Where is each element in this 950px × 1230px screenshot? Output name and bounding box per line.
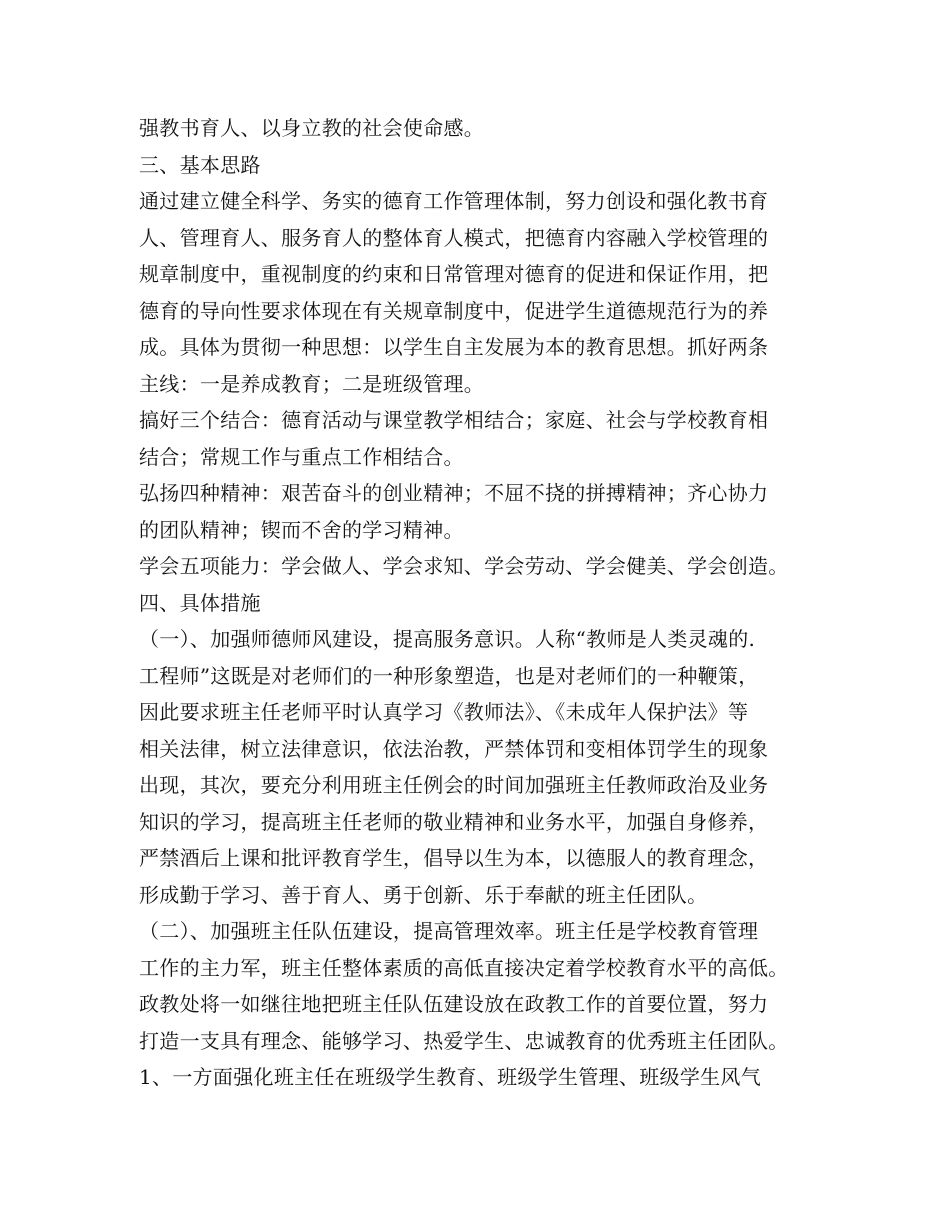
text-line: 通过建立健全科学、务实的德育工作管理体制，努力创设和强化教书育 [139,189,769,213]
text-line: 人、管理育人、服务育人的整体育人模式，把德育内容融入学校管理的 [139,225,769,250]
text-line: 形成勤于学习、善于育人、勇于创新、乐于奉献的班主任团队。 [139,882,708,907]
text-line: 规章制度中，重视制度的约束和日常管理对德育的促进和保证作用，把 [139,262,769,286]
text-line: 打造一支具有理念、能够学习、热爱学生、忠诚教育的优秀班主任团队。 [139,1028,789,1053]
text-line: 弘扬四种精神：艰苦奋斗的创业精神；不屈不挠的拼搏精神；齐心协力 [139,481,769,505]
text-line: 主线：一是养成教育；二是班级管理。 [139,371,485,396]
text-line: 的团队精神；锲而不舍的学习精神。 [139,517,464,542]
text-line: 1、一方面强化班主任在班级学生教育、班级学生管理、班级学生风气 [139,1065,762,1089]
text-line: 成。具体为贯彻一种思想：以学生自主发展为本的教育思想。抓好两条 [139,335,769,359]
text-line: 结合；常规工作与重点工作相结合。 [139,444,464,469]
section-heading: 四、具体措施 [139,590,261,615]
document-body [139,110,829,1096]
text-line: 搞好三个结合：德育活动与课堂教学相结合；家庭、社会与学校教育相 [139,408,769,432]
text-line: （二）、加强班主任队伍建设，提高管理效率。班主任是学校教育管理 [139,919,759,943]
text-line: 强教书育人、以身立教的社会使命感。 [139,116,485,140]
text-line: （一）、加强师德师风建设，提高服务意识。人称“教师是人类灵魂的. [139,627,756,651]
section-heading: 三、基本思路 [139,152,261,177]
text-line: 学会五项能力：学会做人、学会求知、学会劳动、学会健美、学会创造。 [139,554,789,578]
text-line: 相关法律，树立法律意识，依法治教，严禁体罚和变相体罚学生的现象 [139,736,769,761]
text-line: 知识的学习，提高班主任老师的敬业精神和业务水平，加强自身修养， [139,809,769,834]
text-line: 严禁酒后上课和批评教育学生，倡导以生为本，以德服人的教育理念， [139,846,769,870]
text-line: 政教处将一如继往地把班主任队伍建设放在政教工作的首要位置，努力 [139,992,769,1016]
text-line: 工程师”这既是对老师们的一种形象塑造，也是对老师们的一种鞭策， [139,663,759,688]
text-line: 因此要求班主任老师平时认真学习《教师法》、《未成年人保护法》等 [139,700,749,724]
text-line: 德育的导向性要求体现在有关规章制度中，促进学生道德规范行为的养 [139,298,769,323]
text-line: 出现，其次，要充分利用班主任例会的时间加强班主任教师政治及业务 [139,773,769,797]
text-line: 工作的主力军，班主任整体素质的高低直接决定着学校教育水平的高低。 [139,955,789,980]
